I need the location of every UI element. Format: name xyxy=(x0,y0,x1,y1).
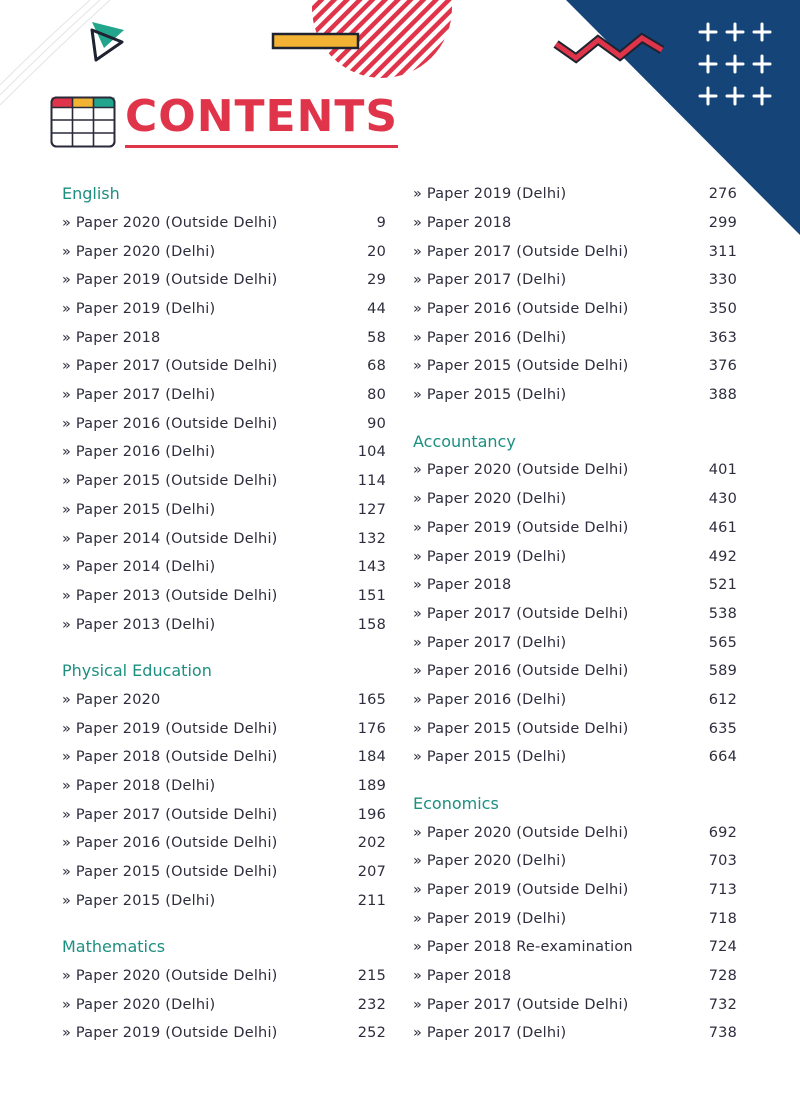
toc-entry-page-number: 703 xyxy=(708,853,737,870)
toc-entry-label: » Paper 2015 (Delhi) xyxy=(413,749,566,765)
toc-entry-page-number: 589 xyxy=(708,663,737,680)
toc-entry[interactable] xyxy=(413,295,737,324)
toc-entry-page-number: 461 xyxy=(708,519,737,536)
contents-section xyxy=(413,428,737,772)
toc-entry-label: » Paper 2019 (Delhi) xyxy=(413,186,566,202)
toc-entry-label: » Paper 2019 (Outside Delhi) xyxy=(413,520,629,536)
section-heading: Physical Education xyxy=(62,660,212,680)
toc-entry-page-number: 80 xyxy=(367,387,386,404)
toc-entry-label: » Paper 2015 (Delhi) xyxy=(413,387,566,403)
toc-entry-page-number: 44 xyxy=(367,301,386,317)
title-block xyxy=(50,91,399,148)
toc-entry-page-number: 29 xyxy=(367,272,386,289)
contents-section xyxy=(413,790,737,1048)
toc-entry[interactable] xyxy=(413,456,737,485)
toc-entry-label: » Paper 2015 (Outside Delhi) xyxy=(62,864,278,880)
toc-entry[interactable] xyxy=(413,209,737,238)
toc-entry-label: » Paper 2016 (Delhi) xyxy=(413,330,566,346)
toc-entry[interactable] xyxy=(413,381,737,410)
toc-entry-label: » Paper 2019 (Delhi) xyxy=(62,301,215,317)
toc-entry-page-number: 20 xyxy=(367,243,386,260)
contents-section xyxy=(413,180,737,410)
toc-entry-page-number: 211 xyxy=(357,892,386,909)
toc-entry-page-number: 635 xyxy=(708,720,737,737)
toc-entry-label: » Paper 2017 (Outside Delhi) xyxy=(62,807,278,823)
toc-entry[interactable] xyxy=(62,323,386,352)
yellow-bar-decoration xyxy=(273,34,358,48)
contents-section xyxy=(62,933,386,1048)
toc-entry-label: » Paper 2015 (Outside Delhi) xyxy=(413,358,629,374)
toc-entry-label: » Paper 2016 (Outside Delhi) xyxy=(413,663,629,679)
toc-entry-label: » Paper 2018 xyxy=(413,968,511,984)
toc-entry[interactable] xyxy=(62,295,386,324)
play-triangle-icon xyxy=(92,22,124,60)
toc-entry-label: » Paper 2018 xyxy=(413,215,511,231)
toc-entry[interactable] xyxy=(413,352,737,381)
toc-entry-page-number: 143 xyxy=(357,559,386,576)
toc-entry-page-number: 68 xyxy=(367,358,386,375)
toc-entry[interactable] xyxy=(413,657,737,686)
toc-entry-label: » Paper 2019 (Outside Delhi) xyxy=(62,721,278,737)
toc-entry-page-number: 132 xyxy=(357,530,386,547)
toc-entry-page-number: 276 xyxy=(708,186,737,203)
toc-entry[interactable] xyxy=(413,686,737,715)
toc-entry-page-number: 176 xyxy=(357,720,386,737)
toc-entry[interactable] xyxy=(413,237,737,266)
toc-entry-label: » Paper 2015 (Delhi) xyxy=(62,893,215,909)
toc-entry-page-number: 565 xyxy=(708,634,737,651)
page-title: CONTENTS xyxy=(125,95,398,148)
toc-entry-page-number: 401 xyxy=(708,462,737,479)
toc-entry-page-number: 692 xyxy=(708,824,737,841)
toc-entry[interactable] xyxy=(413,933,737,962)
toc-entry-page-number: 90 xyxy=(367,415,386,432)
contents-section xyxy=(62,657,386,915)
toc-entry-page-number: 330 xyxy=(708,272,737,289)
toc-entry-page-number: 158 xyxy=(357,616,386,633)
toc-entry[interactable] xyxy=(413,513,737,542)
toc-entry-page-number: 184 xyxy=(357,749,386,766)
toc-entry-label: » Paper 2016 (Outside Delhi) xyxy=(413,301,629,317)
toc-entry[interactable] xyxy=(62,467,386,496)
toc-entry[interactable] xyxy=(413,714,737,743)
toc-entry[interactable] xyxy=(62,553,386,582)
toc-entry[interactable] xyxy=(62,409,386,438)
toc-entry[interactable] xyxy=(62,714,386,743)
toc-entry-page-number: 151 xyxy=(357,587,386,604)
toc-entry[interactable] xyxy=(62,582,386,611)
toc-entry-page-number: 232 xyxy=(357,996,386,1013)
toc-entry[interactable] xyxy=(62,495,386,524)
toc-entry-page-number: 299 xyxy=(708,215,737,232)
toc-entry[interactable] xyxy=(413,1019,737,1048)
toc-entry-page-number: 388 xyxy=(708,387,737,404)
toc-entry-label: » Paper 2014 (Outside Delhi) xyxy=(62,531,278,547)
toc-entry-label: » Paper 2016 (Delhi) xyxy=(413,692,566,708)
toc-entry-page-number: 350 xyxy=(708,301,737,318)
contents-left-column xyxy=(62,180,386,1048)
toc-entry-label: » Paper 2020 (Delhi) xyxy=(413,491,566,507)
toc-entry[interactable] xyxy=(413,847,737,876)
toc-entry[interactable] xyxy=(62,524,386,553)
toc-entry-page-number: 127 xyxy=(357,501,386,518)
toc-entry-label: » Paper 2020 (Outside Delhi) xyxy=(413,825,629,841)
toc-entry-label: » Paper 2017 (Delhi) xyxy=(413,1025,566,1041)
toc-entry[interactable] xyxy=(62,686,386,715)
toc-entry-page-number: 165 xyxy=(357,691,386,708)
table-icon xyxy=(50,96,116,148)
toc-entry-page-number: 728 xyxy=(708,968,737,985)
toc-entry[interactable] xyxy=(413,180,737,209)
toc-entry[interactable] xyxy=(413,876,737,905)
toc-entry-label: » Paper 2017 (Delhi) xyxy=(413,635,566,651)
toc-entry-label: » Paper 2017 (Outside Delhi) xyxy=(413,997,629,1013)
toc-entry-label: » Paper 2017 (Delhi) xyxy=(62,387,215,403)
toc-entry[interactable] xyxy=(413,990,737,1019)
contents-right-column xyxy=(413,180,737,1048)
toc-entry-label: » Paper 2013 (Outside Delhi) xyxy=(62,588,278,604)
toc-entry-page-number: 538 xyxy=(708,605,737,622)
toc-entry-label: » Paper 2020 (Outside Delhi) xyxy=(62,968,278,984)
toc-entry[interactable] xyxy=(413,485,737,514)
toc-entry-page-number: 114 xyxy=(357,473,386,490)
toc-entry[interactable] xyxy=(62,266,386,295)
toc-entry-label: » Paper 2016 (Outside Delhi) xyxy=(62,416,278,432)
toc-entry-page-number: 492 xyxy=(708,548,737,565)
toc-entry-label: » Paper 2015 (Outside Delhi) xyxy=(413,721,629,737)
toc-entry-label: » Paper 2019 (Delhi) xyxy=(413,911,566,927)
toc-entry-page-number: 430 xyxy=(708,491,737,508)
toc-entry[interactable] xyxy=(62,990,386,1019)
toc-entry-label: » Paper 2013 (Delhi) xyxy=(62,617,215,633)
toc-entry-page-number: 718 xyxy=(708,910,737,927)
toc-entry-page-number: 664 xyxy=(708,749,737,766)
toc-entry-label: » Paper 2020 (Outside Delhi) xyxy=(62,215,278,231)
toc-entry-label: » Paper 2020 (Delhi) xyxy=(62,997,215,1013)
toc-entry-label: » Paper 2017 (Delhi) xyxy=(413,272,566,288)
toc-entry-label: » Paper 2020 (Delhi) xyxy=(413,853,566,869)
toc-entry[interactable] xyxy=(62,800,386,829)
toc-entry-page-number: 521 xyxy=(708,577,737,594)
toc-entry-label: » Paper 2020 (Outside Delhi) xyxy=(413,462,629,478)
section-heading: English xyxy=(62,184,120,203)
toc-entry[interactable] xyxy=(62,381,386,410)
toc-entry[interactable] xyxy=(413,743,737,772)
toc-entry-page-number: 713 xyxy=(708,881,737,898)
toc-entry-label: » Paper 2017 (Outside Delhi) xyxy=(62,358,278,374)
toc-entry-page-number: 58 xyxy=(367,329,386,346)
toc-entry[interactable] xyxy=(413,628,737,657)
toc-entry-page-number: 252 xyxy=(357,1025,386,1042)
contents-section xyxy=(62,180,386,639)
toc-entry[interactable] xyxy=(413,818,737,847)
toc-entry[interactable] xyxy=(62,962,386,991)
section-heading: Accountancy xyxy=(413,431,516,451)
toc-entry[interactable] xyxy=(62,829,386,858)
toc-entry-page-number: 311 xyxy=(708,243,737,260)
toc-entry-page-number: 612 xyxy=(708,691,737,708)
toc-entry-page-number: 9 xyxy=(376,214,386,231)
toc-entry[interactable] xyxy=(62,209,386,238)
toc-entry[interactable] xyxy=(413,266,737,295)
toc-entry-page-number: 376 xyxy=(708,358,737,375)
toc-entry-label: » Paper 2018 xyxy=(62,330,160,346)
toc-entry-label: » Paper 2020 xyxy=(62,692,160,708)
toc-entry-page-number: 724 xyxy=(708,939,737,956)
toc-entry-page-number: 189 xyxy=(357,777,386,794)
toc-entry-page-number: 738 xyxy=(708,1025,737,1042)
toc-entry-page-number: 196 xyxy=(357,806,386,823)
toc-entry-page-number: 202 xyxy=(357,835,386,852)
toc-entry[interactable] xyxy=(413,542,737,571)
toc-entry[interactable] xyxy=(62,237,386,266)
section-heading: Mathematics xyxy=(62,937,166,956)
toc-entry[interactable] xyxy=(62,610,386,639)
toc-entry-label: » Paper 2018 (Outside Delhi) xyxy=(62,749,278,765)
toc-entry-label: » Paper 2019 (Outside Delhi) xyxy=(62,272,278,288)
toc-entry-label: » Paper 2017 (Outside Delhi) xyxy=(413,606,629,622)
toc-entry-label: » Paper 2017 (Outside Delhi) xyxy=(413,244,629,260)
toc-entry[interactable] xyxy=(62,743,386,772)
toc-entry-label: » Paper 2018 (Delhi) xyxy=(62,778,215,794)
toc-entry[interactable] xyxy=(62,1019,386,1048)
toc-entry-label: » Paper 2019 (Outside Delhi) xyxy=(62,1025,278,1041)
toc-entry[interactable] xyxy=(62,886,386,915)
toc-entry-label: » Paper 2019 (Delhi) xyxy=(413,549,566,565)
toc-entry[interactable] xyxy=(62,352,386,381)
toc-entry[interactable] xyxy=(62,438,386,467)
toc-entry-label: » Paper 2018 xyxy=(413,577,511,593)
toc-entry-label: » Paper 2014 (Delhi) xyxy=(62,559,215,575)
toc-entry[interactable] xyxy=(62,858,386,887)
toc-entry-label: » Paper 2015 (Delhi) xyxy=(62,502,215,518)
toc-entry-page-number: 215 xyxy=(357,967,386,984)
toc-entry-page-number: 363 xyxy=(708,329,737,346)
toc-entry-label: » Paper 2020 (Delhi) xyxy=(62,244,215,260)
section-heading: Economics xyxy=(413,793,499,813)
toc-entry-page-number: 207 xyxy=(357,863,386,880)
toc-entry-label: » Paper 2015 (Outside Delhi) xyxy=(62,473,278,489)
toc-entry-page-number: 732 xyxy=(708,996,737,1013)
toc-entry-page-number: 104 xyxy=(357,444,386,461)
toc-entry-label: » Paper 2019 (Outside Delhi) xyxy=(413,882,629,898)
toc-entry[interactable] xyxy=(413,904,737,933)
toc-entry[interactable] xyxy=(413,323,737,352)
toc-entry[interactable] xyxy=(62,772,386,801)
toc-entry-label: » Paper 2018 Re-examination xyxy=(413,939,633,955)
toc-entry[interactable] xyxy=(413,600,737,629)
toc-entry-label: » Paper 2016 (Outside Delhi) xyxy=(62,835,278,851)
toc-entry-label: » Paper 2016 (Delhi) xyxy=(62,444,215,460)
toc-entry[interactable] xyxy=(413,571,737,600)
toc-entry[interactable] xyxy=(413,962,737,991)
